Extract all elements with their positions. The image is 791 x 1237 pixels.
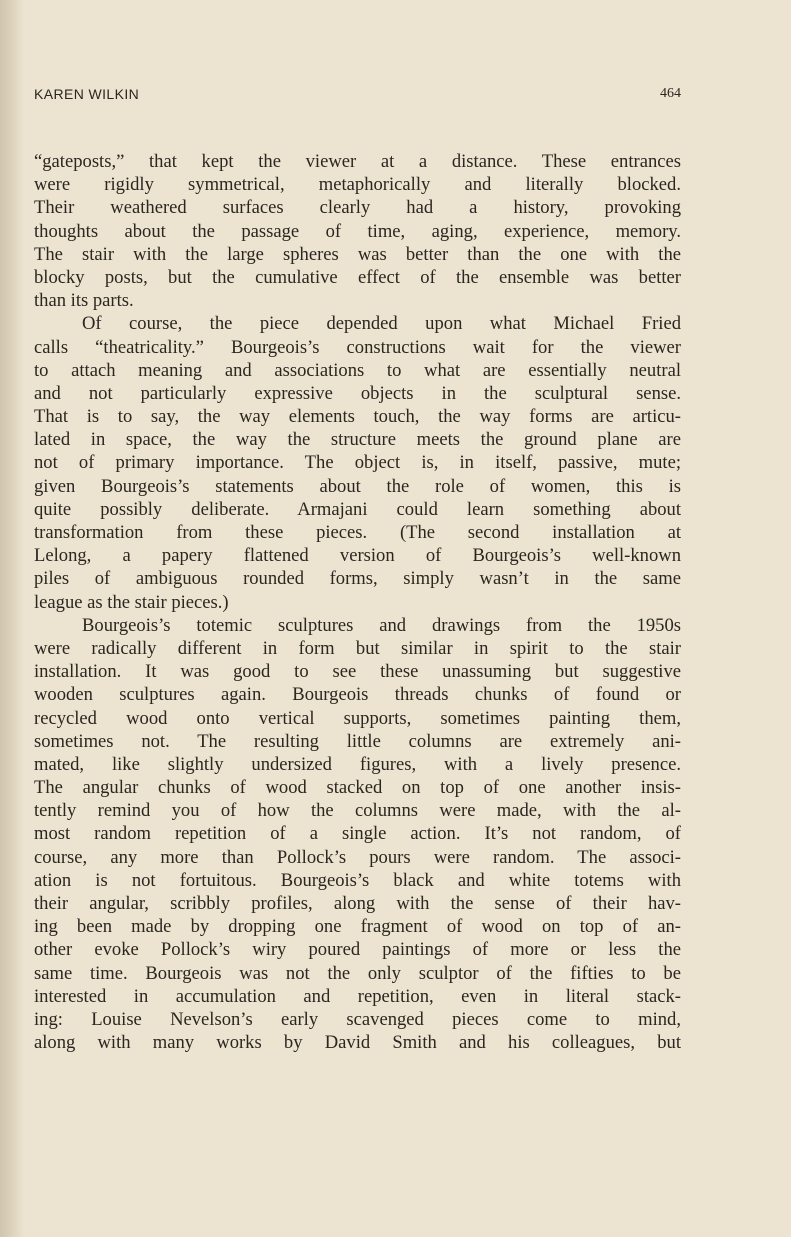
text-line: than its parts. xyxy=(34,290,134,312)
text-line: other evoke Pollock’s wiry poured paintings of more or less the xyxy=(34,939,681,961)
text-line: transformation from these pieces. (The second installation at xyxy=(34,522,681,543)
text-line: same time. Bourgeois was not the only sculptor of the fifties to be xyxy=(34,962,681,984)
text-line: calls “theatricality.” Bourgeois’s constructions wait for the viewer xyxy=(34,336,681,358)
body-text xyxy=(34,150,681,1054)
page-gutter-shadow xyxy=(0,0,24,1237)
text-line: most random repetition of a single action. It’s not random, of xyxy=(34,823,681,845)
text-line: sometimes not. The resulting little columns are extremely ani- xyxy=(34,730,681,752)
text-line: lated in space, the way the structure meets the ground plane are xyxy=(34,429,681,451)
text-line: ing been made by dropping one fragment of wood on top of an- xyxy=(34,916,681,938)
text-line: installation. It was good to see these unassuming but suggestive xyxy=(34,661,681,683)
text-line: were radically different in form but similar in spirit to the stair xyxy=(34,637,681,659)
paragraph-first-line: Of course, the piece depended upon what Michael Fried xyxy=(82,313,681,335)
text-line: their angular, scribbly profiles, along with the sense of their hav- xyxy=(34,893,681,914)
text-line: The stair with the large spheres was better than the one with the xyxy=(34,243,681,265)
text-line: given Bourgeois’s statements about the role of women, this is xyxy=(34,475,681,497)
text-line: “gateposts,” that kept the viewer at a distance. These entrances xyxy=(34,151,681,172)
text-line: recycled wood onto vertical supports, sometimes painting them, xyxy=(34,707,681,729)
text-line: Lelong, a papery flattened version of Bourgeois’s well-known xyxy=(34,545,681,567)
text-line: ing: Louise Nevelson’s early scavenged pieces come to mind, xyxy=(34,1008,681,1030)
text-line: to attach meaning and associations to what are essentially neutral xyxy=(34,359,681,381)
paragraph-first-line: Bourgeois’s totemic sculptures and drawings from the 1950s xyxy=(82,614,681,636)
text-line: mated, like slightly undersized figures, with a lively presence. xyxy=(34,753,681,775)
text-line: Their weathered surfaces clearly had a history, provoking xyxy=(34,197,681,219)
text-line: quite possibly deliberate. Armajani could learn something about xyxy=(34,498,681,520)
text-line: along with many works by David Smith and his colleagues, but xyxy=(34,1032,681,1054)
text-line: blocky posts, but the cumulative effect of the ensemble was better xyxy=(34,266,681,288)
text-line: were rigidly symmetrical, metaphorically and literally blocked. xyxy=(34,174,681,196)
text-line: ation is not fortuitous. Bourgeois’s black and white totems with xyxy=(34,869,681,891)
text-line: league as the stair pieces.) xyxy=(34,591,229,613)
text-line: and not particularly expressive objects in the sculptural sense. xyxy=(34,382,681,404)
text-line: That is to say, the way elements touch, the way forms are articu- xyxy=(34,406,681,428)
text-line: wooden sculptures again. Bourgeois threads chunks of found or xyxy=(34,684,681,706)
running-head xyxy=(34,86,681,106)
text-line: piles of ambiguous rounded forms, simply wasn’t in the same xyxy=(34,568,681,590)
text-line: tently remind you of how the columns were made, with the al- xyxy=(34,800,681,822)
text-line: course, any more than Pollock’s pours were random. The associ- xyxy=(34,846,681,868)
text-line: The angular chunks of wood stacked on top of one another insis- xyxy=(34,777,681,799)
running-head-author: KAREN WILKIN xyxy=(34,86,140,102)
page-number: 464 xyxy=(660,86,681,101)
text-line: thoughts about the passage of time, aging, experience, memory. xyxy=(34,220,681,242)
text-line: not of primary importance. The object is, in itself, passive, mute; xyxy=(34,452,681,474)
text-line: interested in accumulation and repetition, even in literal stack- xyxy=(34,985,681,1007)
